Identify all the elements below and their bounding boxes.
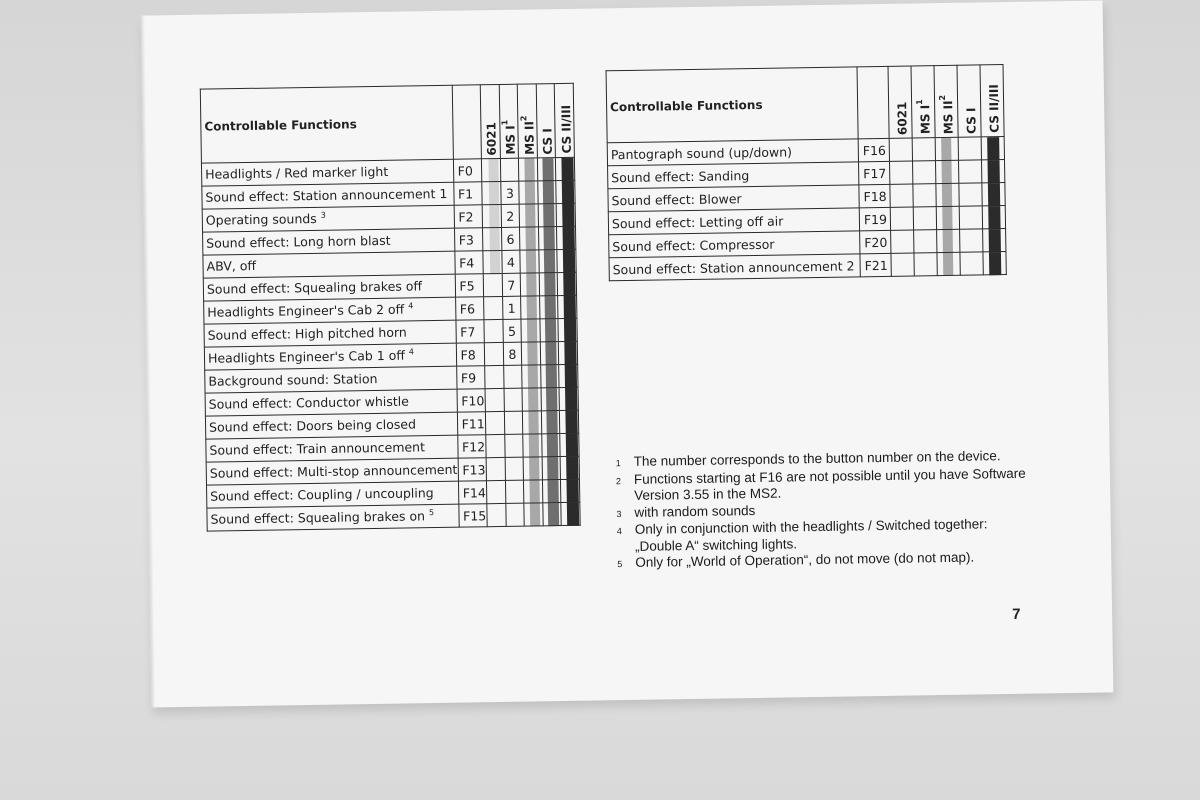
cell-ms1 (914, 253, 937, 276)
cell-cs1 (540, 342, 559, 365)
cell-cs2-3 (983, 229, 1006, 252)
cell-6021 (483, 227, 502, 250)
cell-ms2 (520, 273, 539, 296)
cell-ms1: 1 (502, 296, 521, 319)
cell-cs2-3 (556, 157, 575, 180)
cell-6021 (486, 480, 505, 503)
cell-6021 (890, 161, 913, 184)
manual-page (141, 0, 1114, 707)
function-name: Sound effect: Doors being closed (205, 412, 457, 439)
header-cs1: CS I (957, 65, 981, 137)
function-code: F1 (453, 182, 482, 205)
cell-ms2 (523, 457, 542, 480)
cell-cs2-3 (560, 410, 579, 433)
cell-cs2-3 (559, 387, 578, 410)
cell-ms2 (936, 206, 959, 229)
cell-6021 (890, 207, 913, 230)
cell-cs1 (539, 273, 558, 296)
footnote-number: 3 (616, 508, 622, 519)
cell-cs1 (542, 480, 561, 503)
cell-ms2 (522, 388, 541, 411)
function-code: F12 (457, 435, 486, 458)
function-code: F2 (454, 205, 483, 228)
cell-cs1 (537, 158, 556, 181)
cell-cs2-3 (557, 203, 576, 226)
cell-cs1 (960, 252, 983, 275)
cell-ms2 (521, 296, 540, 319)
cell-ms1: 2 (501, 204, 520, 227)
footnote-number: 1 (615, 458, 621, 469)
function-code: F21 (860, 253, 891, 276)
cell-ms1 (500, 158, 519, 181)
cell-cs1 (958, 137, 981, 160)
cell-ms2 (935, 137, 958, 160)
footnotes (616, 448, 1038, 573)
cell-ms1 (504, 434, 523, 457)
header-ms1: MS $I^1$ (499, 84, 519, 158)
function-code: F15 (458, 504, 487, 527)
cell-6021 (486, 457, 505, 480)
function-code-header (452, 85, 482, 159)
cell-6021 (482, 204, 501, 227)
function-code: F8 (456, 343, 485, 366)
function-name: Operating sounds $^3$ (202, 205, 454, 232)
function-name: ABV, off (203, 251, 455, 278)
cell-cs1 (538, 204, 557, 227)
cell-cs2-3 (561, 479, 580, 502)
cell-6021 (891, 230, 914, 253)
cell-cs1 (542, 457, 561, 480)
function-code: F11 (457, 412, 486, 435)
cell-ms1 (504, 388, 523, 411)
cell-ms2 (523, 434, 542, 457)
cell-cs2-3 (558, 318, 577, 341)
footnote (616, 465, 1036, 505)
cell-ms1 (913, 184, 936, 207)
function-code: F17 (859, 161, 890, 184)
function-name: Sound effect: High pitched horn (204, 320, 456, 347)
right-function-table (606, 64, 1007, 281)
cell-ms1 (505, 503, 524, 526)
cell-ms1: 5 (503, 319, 522, 342)
function-code: F0 (453, 159, 482, 182)
function-name: Headlights / Red marker light (201, 159, 453, 186)
cell-ms2 (523, 411, 542, 434)
cell-cs2-3 (982, 206, 1005, 229)
cell-6021 (890, 184, 913, 207)
cell-6021 (481, 158, 500, 181)
header-ms1: MS $I^1$ (911, 66, 935, 138)
cell-cs1 (960, 229, 983, 252)
cell-ms1: 4 (501, 250, 520, 273)
cell-ms2 (519, 204, 538, 227)
cell-cs2-3 (557, 249, 576, 272)
function-code: F10 (457, 389, 486, 412)
cell-cs2-3 (558, 272, 577, 295)
function-name: Sound effect: Letting off air (608, 208, 859, 235)
header-ms2: MS $II^2$ (517, 84, 537, 158)
function-name: Sound effect: Squealing brakes on $^5$ (207, 504, 459, 531)
function-name: Sound effect: Compressor (609, 231, 860, 258)
cell-6021 (889, 138, 912, 161)
table-row (609, 252, 1006, 281)
cell-cs1 (539, 250, 558, 273)
cell-6021 (486, 434, 505, 457)
page-number: 7 (1012, 605, 1021, 623)
cell-ms2 (520, 227, 539, 250)
right-table-body (607, 137, 1006, 281)
function-code: F6 (455, 297, 484, 320)
header-6021: 6021 (480, 84, 500, 158)
cell-6021 (484, 296, 503, 319)
function-name: Sound effect: Multi-stop announcement (206, 458, 458, 485)
cell-6021 (484, 342, 503, 365)
function-name: Sound effect: Sanding (608, 162, 859, 189)
cell-6021 (891, 253, 914, 276)
cell-ms2 (522, 365, 541, 388)
function-name: Headlights Engineer's Cab 2 off $^4$ (204, 297, 456, 324)
cell-ms1 (503, 365, 522, 388)
cell-ms2 (936, 160, 959, 183)
cell-cs2-3 (557, 226, 576, 249)
cell-6021 (485, 365, 504, 388)
cell-cs2-3 (559, 341, 578, 364)
cell-cs1 (541, 411, 560, 434)
cell-ms1: 3 (500, 181, 519, 204)
cell-ms2 (524, 503, 543, 526)
footnote-text: Only in conjunction with the headlights / Switched together: „Double A“ switching lights. (634, 516, 988, 554)
function-code: F14 (458, 481, 487, 504)
cell-ms1 (505, 480, 524, 503)
cell-cs2-3 (983, 252, 1006, 275)
function-code: F13 (458, 458, 487, 481)
header-cs2-3: CS II/III (555, 83, 575, 157)
footnote-number: 4 (616, 526, 622, 537)
cell-6021 (482, 181, 501, 204)
footnote-number: 2 (615, 475, 622, 486)
function-code: F9 (456, 366, 485, 389)
cell-cs1 (538, 227, 557, 250)
function-name: Sound effect: Long horn blast (203, 228, 455, 255)
cell-6021 (485, 388, 504, 411)
footnote-text: with random sounds (634, 502, 756, 520)
cell-ms2 (521, 319, 540, 342)
cell-cs1 (538, 181, 557, 204)
cell-cs1 (959, 183, 982, 206)
header-cs2-3: CS II/III (980, 65, 1004, 137)
cell-ms1 (912, 138, 935, 161)
cell-ms1: 7 (502, 273, 521, 296)
function-name: Sound effect: Train announcement (206, 435, 458, 462)
cell-ms1 (504, 411, 523, 434)
cell-ms2 (522, 342, 541, 365)
footnote-number: 5 (617, 559, 623, 570)
cell-cs1 (539, 296, 558, 319)
function-code: F20 (860, 230, 891, 253)
function-name: Sound effect: Station announcement 1 (202, 182, 454, 209)
cell-cs2-3 (982, 183, 1005, 206)
footnote-text: The number corresponds to the button number on the device. (633, 448, 1001, 469)
cell-cs1 (540, 365, 559, 388)
cell-ms2 (937, 252, 960, 275)
table-title: Controllable Functions (200, 85, 453, 163)
cell-ms1 (914, 230, 937, 253)
function-code: F4 (454, 251, 483, 274)
cell-cs2-3 (560, 456, 579, 479)
cell-ms1 (505, 457, 524, 480)
cell-cs1 (541, 388, 560, 411)
cell-6021 (487, 503, 506, 526)
header-cs1: CS I (536, 84, 556, 158)
cell-cs2-3 (559, 364, 578, 387)
function-name: Headlights Engineer's Cab 1 off $^4$ (204, 343, 456, 370)
function-name: Background sound: Station (205, 366, 457, 393)
cell-ms1 (913, 161, 936, 184)
left-function-table (200, 83, 581, 532)
footnote-text: Functions starting at F16 are not possible until you have Software Version 3.55 in the MS2. (633, 465, 1026, 503)
function-name: Sound effect: Conductor whistle (205, 389, 457, 416)
left-table-body (201, 157, 580, 531)
header-6021: 6021 (888, 66, 912, 138)
cell-ms2 (520, 250, 539, 273)
cell-cs1 (542, 434, 561, 457)
footnote-text: Only for „World of Operation“, do not move (do not map). (635, 549, 975, 570)
function-code: F18 (859, 184, 890, 207)
cell-ms1: 8 (503, 342, 522, 365)
header-ms2: MS $II^2$ (934, 65, 958, 137)
table-row (207, 502, 580, 531)
function-name: Sound effect: Squealing brakes off (203, 274, 455, 301)
cell-cs2-3 (558, 295, 577, 318)
function-code: F16 (858, 138, 889, 161)
cell-ms2 (524, 480, 543, 503)
cell-6021 (483, 250, 502, 273)
function-code: F7 (456, 320, 485, 343)
cell-ms1 (913, 207, 936, 230)
cell-cs1 (958, 160, 981, 183)
function-name: Pantograph sound (up/down) (607, 139, 858, 166)
cell-ms1: 6 (501, 227, 520, 250)
cell-6021 (483, 273, 502, 296)
cell-ms2 (519, 181, 538, 204)
cell-cs2-3 (981, 137, 1004, 160)
function-name: Sound effect: Station announcement 2 (609, 254, 860, 281)
cell-ms2 (519, 158, 538, 181)
cell-cs2-3 (556, 180, 575, 203)
function-name: Sound effect: Coupling / uncoupling (207, 481, 459, 508)
function-code: F3 (454, 228, 483, 251)
cell-cs2-3 (561, 502, 580, 525)
cell-cs1 (543, 503, 562, 526)
function-name: Sound effect: Blower (608, 185, 859, 212)
cell-cs1 (959, 206, 982, 229)
cell-cs2-3 (981, 160, 1004, 183)
cell-cs1 (540, 319, 559, 342)
function-code: F5 (455, 274, 484, 297)
cell-ms2 (937, 229, 960, 252)
cell-ms2 (936, 183, 959, 206)
cell-6021 (484, 319, 503, 342)
function-code-header (857, 66, 889, 138)
function-code: F19 (859, 207, 890, 230)
table-title: Controllable Functions (606, 67, 858, 143)
cell-cs2-3 (560, 433, 579, 456)
cell-6021 (485, 411, 504, 434)
